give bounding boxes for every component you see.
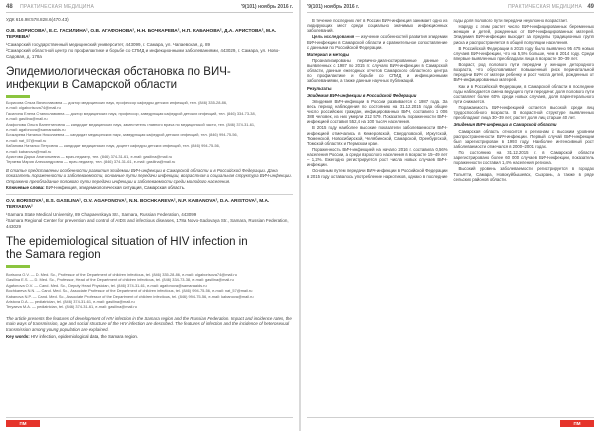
section-title: ПРАКТИЧЕСКАЯ МЕДИЦИНА [508, 4, 582, 10]
contact-line: Aristova D.A. — pediatrician, tel. (846) 374-31-61, e-mail: gasilina@mail.ru [6, 299, 135, 305]
contact-line: e-mail: agafonova@samaraaids.ru [6, 127, 66, 133]
contacts-ru [6, 100, 293, 165]
materials-heading: Материал и методы [307, 51, 349, 57]
contact-line: e-mail: nat_57@mail.ru [6, 137, 47, 143]
contact-line: Gasilina E.S. — D. Med. Sc., Professor, Head of the Department of children infectious, tel. (846) 334-73-38, e-mail: gasilina@mail.ru [6, 277, 234, 283]
contact-line: Агафонова Ольга Валентиновна — кандидат медицинских наук, заместитель главного врача по медицинской части, тел. (846) 374-31-61, [6, 121, 256, 127]
section-divider [6, 194, 293, 195]
contact-line: e-mail: olgaborisova74@mail.ru [6, 105, 61, 111]
body-paragraph: В 2015 году наиболее высокие показатели заболеваемости ВИЧ-инфекцией отмечались в Кемеровской, Свердловской, Иркутской, Тюменской, Новосибирской, Челябинской, Самарской, Оренбургской, Томской областях и Пермском крае. [307, 125, 448, 146]
subsection-heading: Эпидемия ВИЧ-инфекции в Российской Федерации [307, 92, 417, 98]
article-body-columns [307, 18, 594, 415]
journal-logo: ПМ [6, 420, 40, 427]
title-accent-bar [6, 95, 30, 98]
contact-line: Kabanova N.P. — Cand. Med. Sc., Associate Professor of the Department of children infectious, tel. (846) 994-75-56, e-mail: kabanova@mail.ru [6, 293, 254, 299]
affiliation-en-1: ¹Samara State Medical University, 89 Chapaevskaya Str., Samara, Russian Federation, 443099 [6, 212, 197, 217]
contact-line: Аристова Дарья Анатольевна — врач-педиатр, тел. (846) 374-31-61, e-mail: gasilina@mail.ru [6, 154, 173, 160]
article-title-en: The epidemiological situation of HIV infection in the Samara region [6, 236, 248, 261]
right-footer [307, 417, 594, 427]
left-footer [6, 417, 293, 427]
body-paragraph: Как и в Российской Федерации, в Самарской области в последние годы наблюдается смена ведущего пути передачи: доля полового пути составляет более 60% среди новых случаев, доля парентерального пути снижается. [453, 83, 594, 104]
affiliation-ru-2: ²Самарский областной центр по профилактике и борьбе со СПИД и инфекционными заболеваниями, 443029, г. Самара, ул. Ново-Садовая, д. 178а [6, 48, 280, 59]
header-divider [307, 12, 594, 13]
goal-heading: Цель исследования [312, 34, 355, 40]
contact-line: Teryaeva M.A. — pediatrician, tel. (846) 374-31-61, e-mail: gasilina@mail.ru [6, 304, 137, 310]
subsection-heading: Эпидемия ВИЧ-инфекции в Самарской области [453, 122, 557, 128]
body-paragraph: Пораженность ВИЧ-инфекцией на начало 2016 г. составила 0,56% населения России, а среди взрослого населения в возрасте 15–49 лет – 1,2%. Ежегодно регистрируется рост числа новых случаев ВИЧ-инфекции. [307, 146, 448, 168]
results-heading: Результаты [307, 85, 332, 91]
body-paragraph: В Российской Федерации в 2015 году было выявлено 95 475 новых случаев ВИЧ-инфекции, что на 5,5% больше, чем в 2014 году. Среди впервые выявленных преобладали лица в возрасте 30–39 лет. [453, 45, 594, 61]
keywords-text: HIV infection, epidemiological data, the Samara region. [30, 334, 139, 339]
issue-label: '9(101) ноябрь 2016 г. [240, 4, 293, 10]
body-paragraph: Высокий уровень заболеваемости регистрируется в городах Тольятти, Самара, Новокуйбышевск, Сызрань, а также в ряде сельских районов области. [453, 166, 594, 182]
contact-line: Borisova O.V. — D. Med. Sc., Professor of the Department of children infectious, tel. (846) 335-28-86, e-mail: olgaborisova74@mail.ru [6, 272, 237, 277]
right-page-header [307, 3, 594, 12]
contact-line: Бочкарева Наталья Николаевна — кандидат медицинских наук, заведующая кафедрой детских инфекций, тел. (846) 994-75-56, [6, 132, 238, 138]
authors-en: O.V. BORISOVA¹, E.S. GASILINA¹, O.V. AGAFONOVA², N.N. BOCHKAREVA², N.P. KABANOVA², D.A. ARISTOVA², M.A. TERYAEVA² [6, 199, 270, 210]
contact-line: Борисова Ольга Вячеславовна — доктор медицинских наук, профессор кафедры детских инфекций, тел. (846) 335-28-86, [6, 100, 228, 105]
issue-label: '9(101) ноябрь 2016 г. [307, 4, 360, 10]
keywords-label: Ключевые слова: [6, 185, 45, 190]
goal-text: — изучение особенностей развития эпидемии ВИЧ-инфекции в Самарской области и сравнительное сопоставление с данными по Российской Федерации. [307, 34, 448, 50]
abstract-en: The article presents the features of development of HIV infection in the Samara region and the Russian Federation. Impact and incidence rates, the main ways of transmission, age and social structure of the HIV infection are described. The features of infection and the incidence of heterosexual transmission among young population are explained. [6, 316, 292, 332]
header-divider [6, 12, 293, 13]
keywords-ru [6, 185, 293, 190]
body-paragraph: По состоянию на 31.12.2015 г. в Самарской области зарегистрировано более 60 000 случаев ВИЧ-инфекции, показатель пораженности составил 1,4% населения региона. [453, 150, 594, 166]
left-page-header [6, 3, 293, 12]
article-title-ru: Эпидемиологическая обстановка по ВИЧ-инфекции в Самарской области [6, 66, 231, 91]
abstract-ru: В статье представлены особенности развития эпидемии ВИЧ-инфекции в Самарской области и в Российской Федерации. Дана показатель пораженности и заболеваемости, основные пути передачи инфекции, возрастная и социальная структура ВИЧ-инфекции. Отражено преобладание полового пути передачи инфекции и заболеваемости среди молодого населения. [6, 168, 292, 184]
keywords-text: ВИЧ-инфекция, эпидемиологическая ситуация, Самарская область. [45, 185, 186, 190]
contact-line: Кабанова Наталья Петровна — кандидат медицинских наук, доцент кафедры детских инфекций, тел. (846) 994-75-56, [6, 143, 220, 149]
contact-line: e-mail: kabanova@mail.ru [6, 148, 52, 154]
body-paragraph: Основным путем передачи ВИЧ-инфекции в Российской Федерации в 2015 году оставалось употребление наркотиков, однако в последние годы доля полового пути передачи неуклонно возрастает. [307, 18, 568, 179]
body-paragraph: Самарская область относится к регионам с высоким уровнем распространенности ВИЧ-инфекции. Первый случай ВИЧ-инфекции был зарегистрирован в 1993 году. Наиболее интенсивный рост заболеваемости отмечался в 2000–2001 годах. [453, 128, 594, 149]
body-paragraph: В течение последних лет в России ВИЧ-инфекция занимает одно из лидирующих мест среди социально значимых инфекционных заболеваний. [307, 18, 448, 34]
page-number: 48 [6, 4, 13, 10]
contact-line: Гасилина Елена Станиславовна — доктор медицинских наук, профессор, заведующая кафедрой детских инфекций, тел. (846) 334-73-38, [6, 110, 256, 116]
keywords-en [6, 334, 293, 339]
affiliation-en-2: ²Samara Regional Center for prevention and control of AIDS and infectious diseases, 178a Novo-Sadovaya Str., Samara, Russian Federation, 443029 [6, 218, 289, 229]
right-page [301, 0, 600, 431]
contact-line: Теряева Мария Александровна — врач-педиатр, тел. (846) 374-31-61, e-mail: gasilina@mail.ru [6, 159, 176, 165]
udc-code: УДК 616.98:578.828.6(470.43) [6, 17, 69, 22]
contacts-en [6, 272, 293, 310]
goal-paragraph [307, 34, 448, 49]
left-page [0, 0, 299, 431]
contact-line: Agafonova O.V. — Cand. Med. Sc., Deputy Head Physician, tel. (846) 374-31-61, e-mail: agafonova@samaraaids.ru [6, 282, 207, 288]
authors-ru: О.В. БОРИСОВА¹, Е.С. ГАСИЛИНА¹, О.В. АГАФОНОВА², Н.Н. БОЧКАРЕВА², Н.П. КАБАНОВА², Д.А. АРИСТОВА², М.А. ТЕРЯЕВА² [6, 29, 277, 40]
body-paragraph: Наряду с этим растет число ВИЧ-инфицированных беременных женщин и детей, рожденных от ВИЧ-инфицированных матерей. Эпидемия ВИЧ-инфекции выходит за пределы традиционных групп риска и распространяется в общей популяции населения. [453, 24, 594, 45]
contact-line: Bochkareva N.N. — Cand. Med. Sc., Associate Professor of the Department of children infectious, tel. (846) 994-75-56, e-mail: nat_57@mail.ru [6, 288, 253, 294]
body-paragraph: Эпидемия ВИЧ-инфекции в России развивается с 1987 года. За весь период наблюдения по состоянию на 31.12.2015 года общее число российских граждан, инфицированных ВИЧ, составило 1 006 388 человек, из них умерли 212 579. Показатель пораженности ВИЧ-инфекцией составил 552,4 на 100 тысяч населения. [307, 98, 448, 125]
keywords-label: Key words: [6, 334, 30, 339]
contact-line: e-mail: gasilina@mail.ru [6, 116, 48, 122]
journal-logo: ПМ [560, 420, 594, 427]
body-paragraph: Поражаемость ВИЧ-инфекцией остается высокой среди лиц трудоспособного возраста. В возрастной структуре выявленных преобладают лица 30–39 лет, растет доля лиц старше 40 лет. [453, 105, 594, 121]
body-paragraph: Проанализированы первично-диагностированные данные о выявленных с 1987 по 2015 гг. случаях ВИЧ-инфекции в Самарской области, данные ежегодных отчетов Самарского областного центра по профилактике и борьбе со СПИД и инфекционными заболеваниями, а также данные научных публикаций. [307, 57, 448, 84]
page-number: 49 [587, 4, 594, 10]
body-paragraph: Возраст, род полового пути передачи у женщин детородного возраста, что обусловливает повышенный риск перинатальной передачи ВИЧ от матери ребенку и рост числа детей, рожденных от ВИЧ-инфицированных матерей. [453, 62, 594, 83]
section-title: ПРАКТИЧЕСКАЯ МЕДИЦИНА [20, 4, 95, 10]
title-accent-bar [6, 265, 30, 268]
affiliation-ru-1: ¹Самарский государственный медицинский университет, 443099, г. Самара, ул. Чапаевская, д. 89 [6, 42, 211, 47]
